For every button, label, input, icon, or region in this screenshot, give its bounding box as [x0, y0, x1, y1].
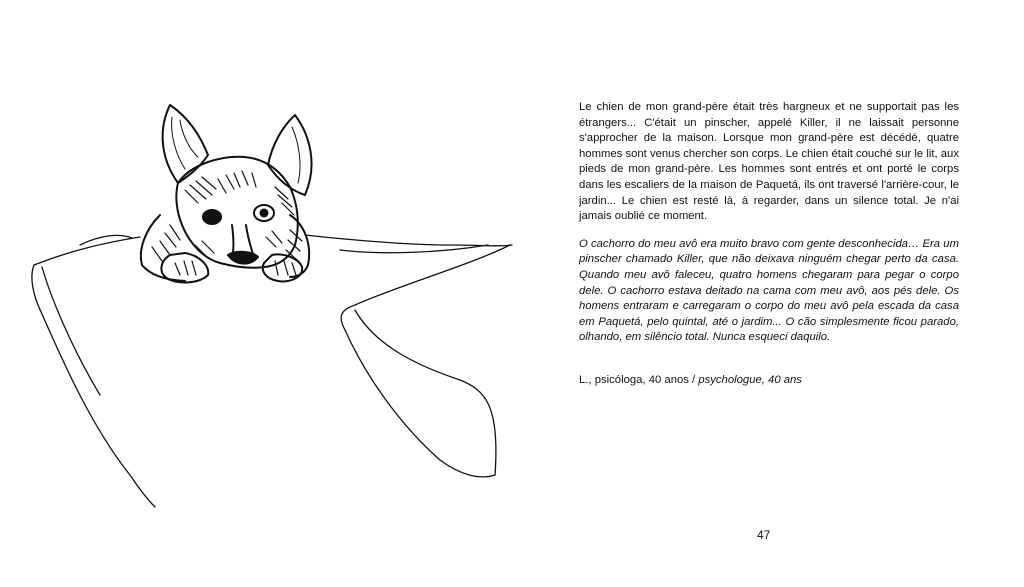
portuguese-paragraph: O cachorro do meu avô era muito bravo com gente desconhecida… Era um pinscher chamado Killer, que não deixava ninguém chegar perto da casa. Quando meu avô faleceu, quatro homens chegaram para pegar o corpo dele. O cachorro estava deitado na cama com meu avô, aos pés dele. Os homens entraram e carregaram o corpo do meu avô pela escada da casa em Paquetá, pelo quintal, até o jardim... O cão simplesmente ficou parado, olhando, em silêncio total. Nunca esqueci daquilo.	[579, 237, 959, 344]
attribution-french: psychologue, 40 ans	[698, 374, 802, 386]
french-paragraph: Le chien de mon grand-père était très hargneux et ne supportait pas les étrangers... C'était un pinscher, appelé Killer, il ne laissait personne s'approcher de la maison. Lorsque mon grand-père est décédé, quatre hommes sont venus chercher son corps. Le chien était couché sur le lit, aux pieds de mon grand-père. Les hommes sont entrés et ont porté le corps dans les escaliers de la maison de Paquetá, ils ont traversé l'arrière-cour, le jardin... Le chien est resté là, à regarder, dans un silence total. Je n'ai jamais oublié ce moment.	[579, 101, 959, 223]
dog-right-ear	[268, 115, 312, 195]
dog-on-bed-illustration	[20, 95, 540, 515]
attribution-portuguese: L., psicóloga, 40 anos /	[579, 374, 699, 386]
dog-left-eye	[203, 210, 221, 224]
dog-right-paw	[263, 255, 302, 282]
attribution	[579, 373, 802, 388]
dog-left-ear	[163, 105, 208, 183]
dog-figure	[141, 105, 312, 282]
bed-outline	[32, 235, 512, 507]
dog-nose	[228, 252, 258, 264]
page-number: 47	[757, 528, 771, 542]
testimony-text	[579, 100, 959, 358]
